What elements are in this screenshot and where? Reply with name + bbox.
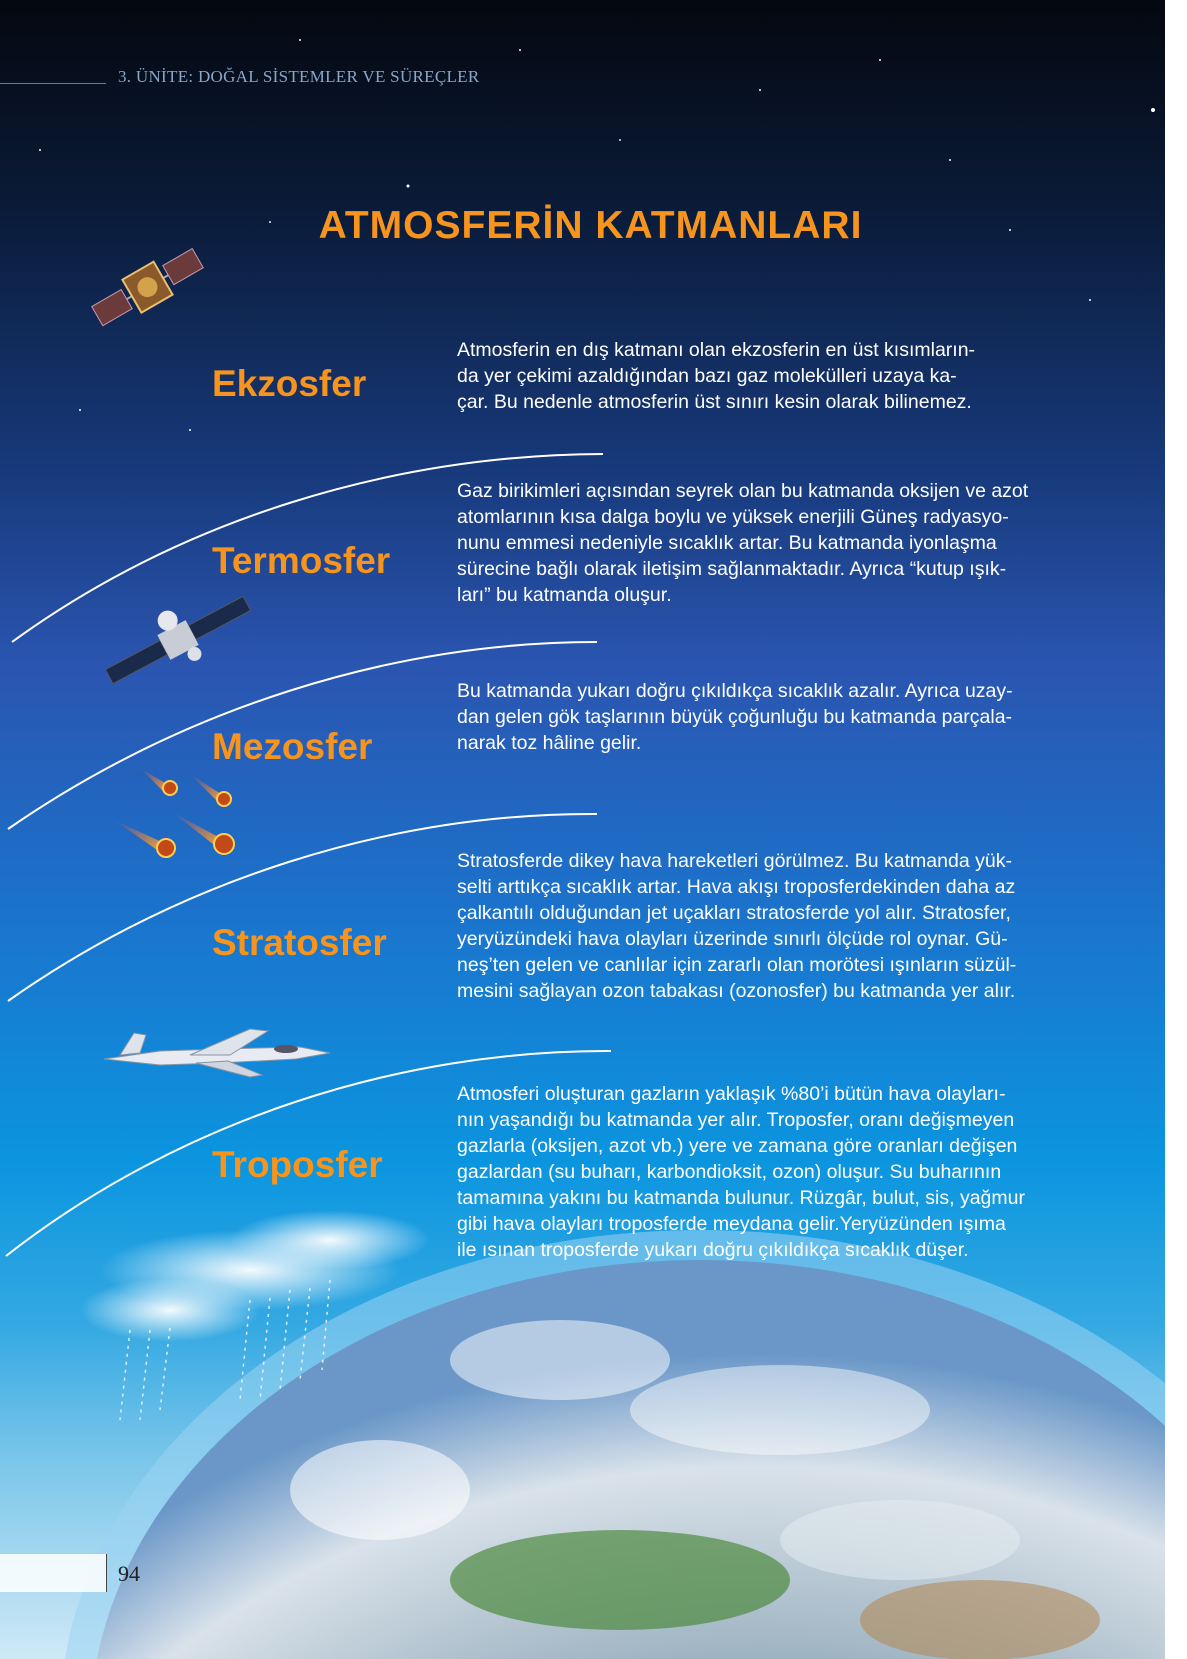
desc-line: dan gelen gök taşlarının büyük çoğunluğu bu katmanda parçala-	[457, 706, 1013, 728]
page-number-rule	[106, 1554, 107, 1592]
desc-line: tamamına yakını bu katmanda bulunur. Rüzgâr, bulut, sis, yağmur	[457, 1187, 1025, 1209]
desc-line: mesini sağlayan ozon tabakası (ozonosfer) bu katmanda yer alır.	[457, 980, 1016, 1002]
page-number-box	[0, 1554, 106, 1592]
page-margin	[1165, 0, 1187, 1659]
header-rule	[0, 83, 106, 84]
layer-desc-troposfer	[457, 1081, 1057, 1263]
layer-name-troposfer: Troposfer	[212, 1144, 383, 1185]
layer-desc-stratosfer	[457, 848, 1057, 1004]
desc-line: ile ısınan troposferde yukarı doğru çıkıldıkça sıcaklık düşer.	[457, 1239, 969, 1261]
desc-line: Stratosferde dikey hava hareketleri görülmez. Bu katmanda yük-	[457, 850, 1012, 872]
desc-line: Bu katmanda yukarı doğru çıkıldıkça sıcaklık azalır. Ayrıca uzay-	[457, 680, 1013, 702]
layer-name-termosfer: Termosfer	[212, 540, 391, 581]
desc-line: narak toz hâline gelir.	[457, 732, 642, 754]
jet-plane-icon	[100, 1025, 332, 1081]
desc-line: nunu emmesi nedeniyle sıcaklık artar. Bu katmanda iyonlaşma	[457, 532, 997, 554]
desc-line: atomlarının kısa dalga boylu ve yüksek enerjili Güneş radyasyo-	[457, 506, 1009, 528]
desc-line: çalkantılı olduğundan jet uçakları stratosferde yol alır. Stratosfer,	[457, 902, 1011, 924]
layer-name-mezosfer: Mezosfer	[212, 726, 373, 767]
desc-line: yeryüzündeki hava olayları üzerinde sınırlı ölçüde rol oynar. Gü-	[457, 928, 1008, 950]
meteor-icon	[112, 760, 242, 860]
unit-header: 3. ÜNİTE: DOĞAL SİSTEMLER VE SÜREÇLER	[118, 67, 480, 86]
satellite-icon	[88, 230, 208, 345]
desc-line: nın yaşandığı bu katmanda yer alır. Troposfer, oranı değişmeyen	[457, 1109, 1015, 1131]
desc-line: sürecine bağlı olarak iletişim sağlanmaktadır. Ayrıca “kutup ışık-	[457, 558, 1007, 580]
desc-line: gazlarla (oksijen, azot vb.) yere ve zamana göre oranları değişen	[457, 1135, 1018, 1157]
desc-line: gazlardan (su buharı, karbondioksit, ozon) oluşur. Su buharının	[457, 1161, 1002, 1183]
page-number: 94	[118, 1561, 140, 1586]
desc-line: çar. Bu nedenle atmosferin üst sınırı kesin olarak bilinemez.	[457, 391, 972, 413]
layer-desc-termosfer	[457, 478, 1057, 608]
desc-line: ları” bu katmanda oluşur.	[457, 584, 672, 606]
desc-line: gibi hava olayları troposferde meydana gelir.Yeryüzünden ışıma	[457, 1213, 1006, 1235]
desc-line: da yer çekimi azaldığından bazı gaz molekülleri uzaya ka-	[457, 365, 957, 387]
layer-name-stratosfer: Stratosfer	[212, 922, 387, 963]
page-title: ATMOSFERİN KATMANLARI	[318, 204, 863, 247]
desc-line: selti arttıkça sıcaklık artar. Hava akışı troposferdekinden daha az	[457, 876, 1016, 898]
layer-desc-ekzosfer	[457, 337, 1057, 415]
layer-desc-mezosfer	[457, 678, 1057, 756]
desc-line: Atmosferi oluşturan gazların yaklaşık %80’i bütün hava olayları-	[457, 1083, 1006, 1105]
communication-satellite-icon	[100, 590, 256, 690]
desc-line: Atmosferin en dış katmanı olan ekzosferin en üst kısımların-	[457, 339, 976, 361]
desc-line: Gaz birikimleri açısından seyrek olan bu katmanda oksijen ve azot	[457, 480, 1029, 502]
layer-name-ekzosfer: Ekzosfer	[212, 363, 367, 404]
desc-line: neş’ten gelen ve canlılar için zararlı olan morötesi ışınların süzül-	[457, 954, 1017, 976]
